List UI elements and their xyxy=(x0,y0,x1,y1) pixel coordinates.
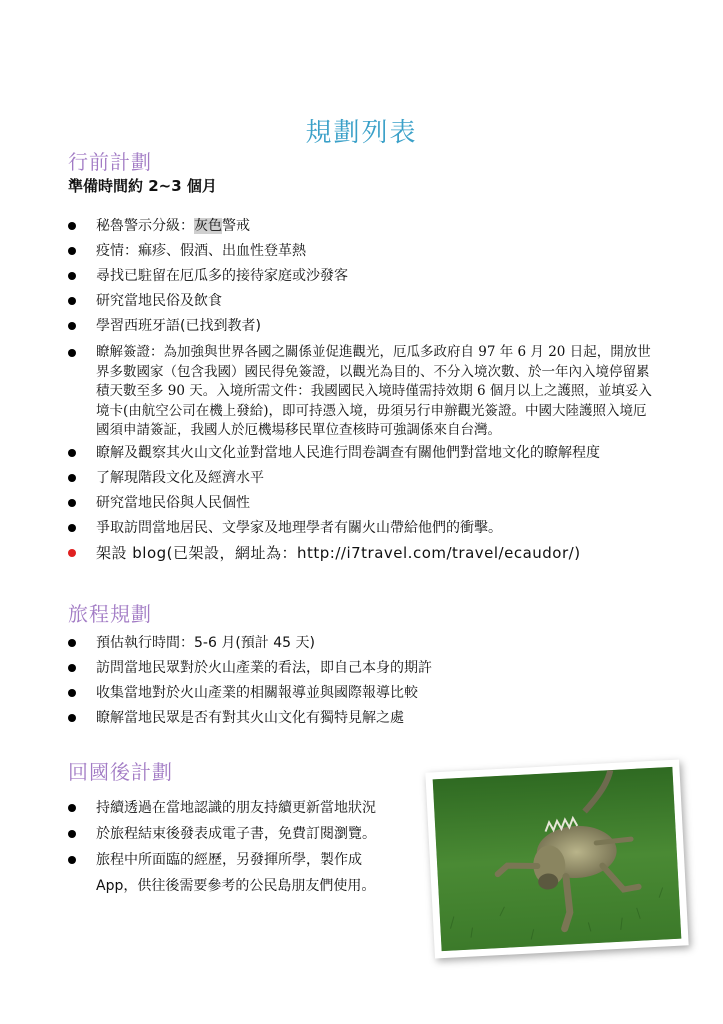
list-item-text: 秘魯警示分級： xyxy=(96,218,194,234)
list-item xyxy=(68,343,668,443)
list-item-text: 旅程中所面臨的經歷，另發揮所學，製作成 xyxy=(96,852,362,868)
bullet-icon xyxy=(68,272,76,280)
list-item-text: 瞭解及觀察其火山文化並對當地人民進行問卷調查有關他們對當地文化的瞭解程度 xyxy=(96,445,600,461)
bullet-icon xyxy=(68,322,76,330)
page-title: 規劃列表 xyxy=(305,118,418,148)
bullet-icon xyxy=(68,664,76,672)
list-item-text: 警戒 xyxy=(222,218,250,234)
visa-paragraph: 瞭解簽證：為加強與世界各國之關係並促進觀光，厄瓜多政府自 97 年 6 月 20 日起，開放世界多數國家（包含我國）國民得免簽證，以觀光為目的、不分入境次數、於一年內入境停留累積天數至多 90 天。入境所需文件：我國國民入境時僅需持效期 6 個月以上之護照，並填妥入境卡(由航空公司在機上發給)，即可持憑入境，毋須另行申辦觀光簽證。中國大陸護照入境厄國須申請簽証，我國人於厄機場移民單位查核時可強調係來自台灣。 xyxy=(96,344,652,438)
bullet-icon xyxy=(68,689,76,697)
bullet-icon xyxy=(68,297,76,305)
list-item-text: 研究當地民俗及飲食 xyxy=(96,293,222,309)
prep-time-subheading: 準備時間約 2~3 個月 xyxy=(68,177,217,195)
list-item-text: 了解現階段文化及經濟水平 xyxy=(96,470,264,486)
bullet-icon xyxy=(68,856,76,864)
bullet-icon xyxy=(68,639,76,647)
section-heading-itinerary: 旅程規劃 xyxy=(68,602,152,626)
bullet-icon xyxy=(68,349,76,357)
list-item-text: 訪問當地民眾對於火山產業的看法，即自己本身的期許 xyxy=(96,660,432,676)
list-item-text: 預估執行時間：5-6 月(預計 45 天) xyxy=(96,635,315,651)
bullet-icon xyxy=(68,804,76,812)
list-item-text: 尋找已駐留在厄瓜多的接待家庭或沙發客 xyxy=(96,268,348,284)
bullet-icon xyxy=(68,499,76,507)
highlighted-text: 灰色 xyxy=(194,218,222,234)
list-item-text: 收集當地對於火山產業的相關報導並與國際報導比較 xyxy=(96,685,418,701)
iguana-image xyxy=(433,767,682,951)
red-bullet-icon xyxy=(68,549,76,557)
list-item-text: 持續透過在當地認識的朋友持續更新當地狀況 xyxy=(96,800,376,816)
iguana-photo xyxy=(425,759,688,958)
list-item-text: 學習西班牙語(已找到教者) xyxy=(96,318,261,334)
list-item-text: 於旅程結束後發表成電子書，免費訂閱瀏覽。 xyxy=(96,826,376,842)
section-heading-pre-trip: 行前計劃 xyxy=(68,150,152,174)
bullet-icon xyxy=(68,222,76,230)
blog-item-text: 架設 blog(已架設，網址為：http://i7travel.com/travel/ecaudor/) xyxy=(96,544,581,562)
section-heading-post-trip: 回國後計劃 xyxy=(68,760,173,784)
list-item-text: 瞭解當地民眾是否有對其火山文化有獨特見解之處 xyxy=(96,710,404,726)
bullet-icon xyxy=(68,524,76,532)
bullet-icon xyxy=(68,714,76,722)
list-item-text: 研究當地民俗與人民個性 xyxy=(96,495,250,511)
list-item-text: 爭取訪問當地居民、文學家及地理學者有關火山帶給他們的衝擊。 xyxy=(96,520,502,536)
bullet-icon xyxy=(68,449,76,457)
bullet-icon xyxy=(68,474,76,482)
list-item-text: 疫情：痲疹、假酒、出血性登革熱 xyxy=(96,243,306,259)
list-item-text: App，供往後需要參考的公民島朋友們使用。 xyxy=(96,878,376,894)
bullet-icon xyxy=(68,830,76,838)
bullet-icon xyxy=(68,247,76,255)
